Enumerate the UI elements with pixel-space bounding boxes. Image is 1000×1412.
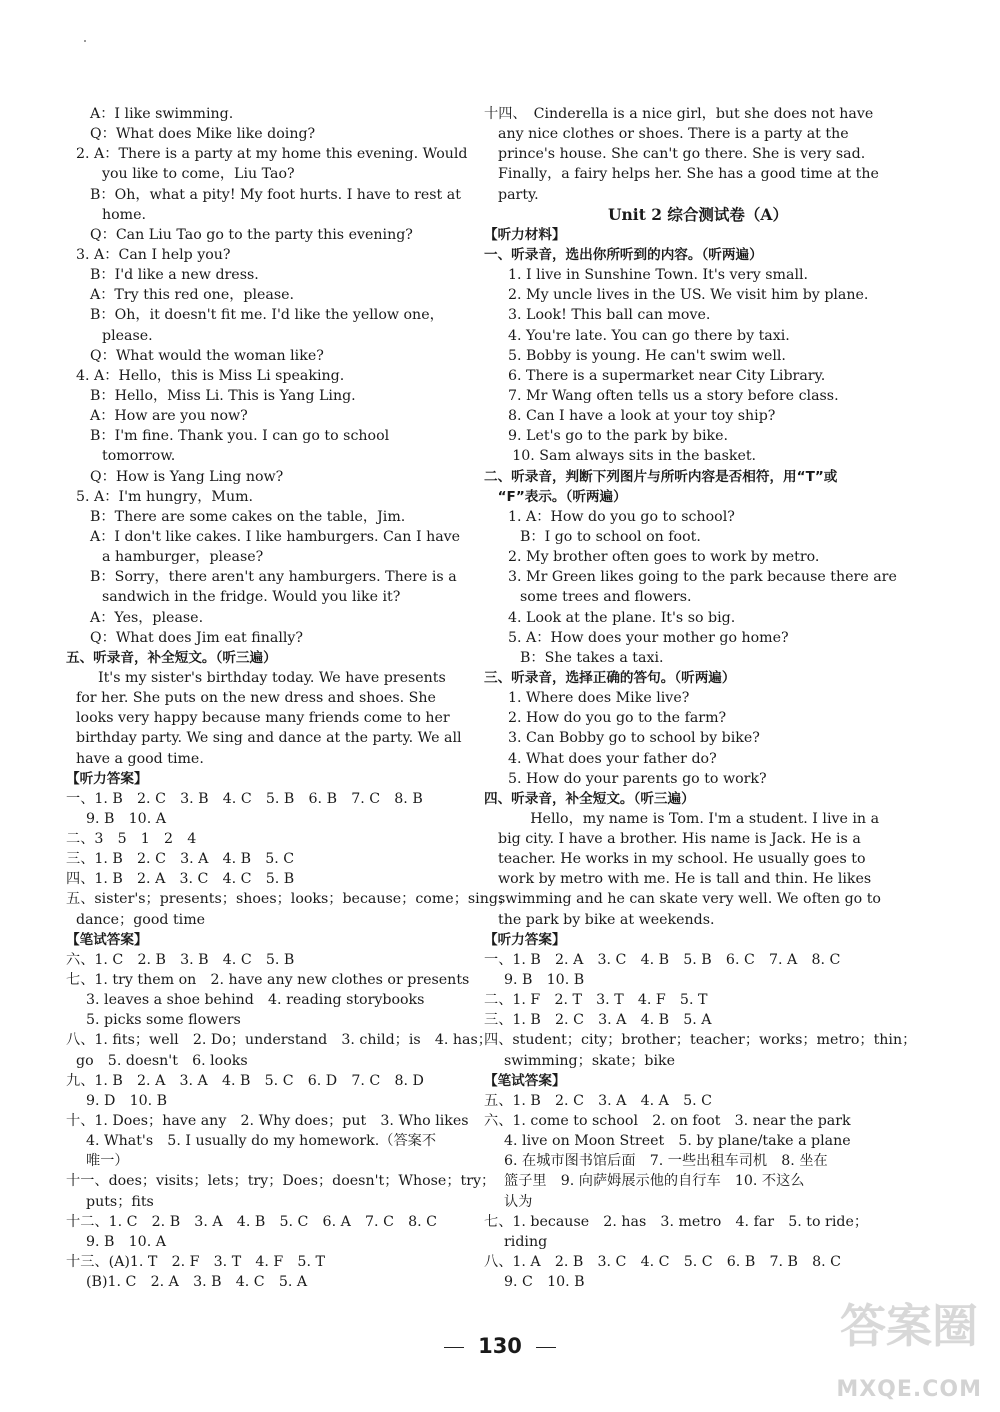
text-line: A：I like swimming. [90, 106, 234, 122]
text-line: 3. A：Can I help you? [76, 246, 231, 263]
text-line: 5. picks some flowers [86, 1012, 241, 1029]
text-line: 4. Look at the plane. It's so big. [508, 609, 736, 626]
text-line: any nice clothes or shoes. There is a party at the [498, 126, 849, 143]
text-line: 二、3 5 1 2 4 [66, 831, 197, 848]
watermark-en: MXQE.COM [836, 1377, 982, 1402]
text-line: 二、1. F 2. T 3. T 4. F 5. T [484, 992, 708, 1009]
text-line: It's my sister's birthday today. We have presents [98, 669, 446, 686]
text-line: 8. Can I have a look at your toy ship? [508, 408, 776, 425]
section-heading: 一、听录音，选出你所听到的内容。（听两遍） [484, 246, 763, 263]
watermark-cn: 答案圈 [840, 1299, 978, 1353]
section-heading: 【笔试答案】 [484, 1072, 566, 1089]
text-line: 5. A：I'm hungry，Mum. [76, 488, 254, 505]
unit-title: Unit 2 综合测试卷（A） [608, 204, 788, 224]
right-column [484, 104, 917, 1292]
text-line: B：I'd like a new dress. [90, 267, 259, 284]
text-line: 1. A：How do you go to school? [508, 508, 735, 525]
text-line: 四、student；city；brother；teacher；works；metro；thin； [484, 1032, 917, 1049]
text-line: 四、1. B 2. A 3. C 4. C 5. B [66, 871, 295, 888]
section-heading: 【听力材料】 [484, 226, 566, 243]
page-number-dash-left [444, 1347, 464, 1348]
text-line: 9. B 10. A [86, 810, 166, 827]
text-line: go 5. doesn't 6. looks [76, 1052, 248, 1069]
scan-speck [84, 40, 86, 42]
text-line: 三、1. B 2. C 3. A 4. B 5. A [484, 1012, 712, 1029]
text-line: 5. Bobby is young. He can't swim well. [508, 347, 786, 364]
text-line: Q：What does Jim eat finally? [90, 629, 304, 646]
page-number-value: 130 [478, 1334, 522, 1358]
section-heading: 五、听录音，补全短文。（听三遍） [66, 649, 277, 666]
text-line: 八、1. fits；well 2. Do；understand 3. child；is 4. has； [66, 1032, 492, 1049]
section-heading: 【听力答案】 [484, 931, 566, 948]
section-heading: 二、听录音，判断下列图片与所听内容是否相符，用“T”或 [484, 468, 838, 485]
text-line: 认为 [504, 1193, 533, 1210]
text-line: B：Hello，Miss Li. This is Yang Ling. [90, 387, 356, 404]
section-heading: 四、听录音，补全短文。（听三遍） [484, 790, 695, 807]
text-line: B：There are some cakes on the table，Jim. [90, 508, 406, 525]
text-line: 5. A：How does your mother go home? [508, 629, 789, 646]
text-line: 1. I live in Sunshine Town. It's very small. [508, 267, 809, 284]
text-line: 一、1. B 2. A 3. C 4. B 5. B 6. C 7. A 8. C [484, 951, 841, 968]
text-line: 篮子里 9. 向萨姆展示他的自行车 10. 不这么 [504, 1173, 805, 1190]
text-line: 6. 在城市图书馆后面 7. 一些出租车司机 8. 坐在 [504, 1153, 828, 1170]
text-line: 9. D 10. B [86, 1092, 168, 1109]
text-line: 唯一） [86, 1153, 129, 1170]
text-line: 9. C 10. B [504, 1274, 585, 1291]
text-line: dance；good time [76, 911, 206, 928]
text-line: 六、1. come to school 2. on foot 3. near the park [484, 1113, 851, 1130]
text-line: Finally，a fairy helps her. She has a good time at the [498, 166, 879, 183]
page-number-dash-right [536, 1347, 556, 1348]
text-line: you like to come，Liu Tao? [102, 166, 295, 183]
text-line: 三、1. B 2. C 3. A 4. B 5. C [66, 851, 295, 868]
text-line: tomorrow. [102, 448, 176, 465]
text-line: some trees and flowers. [520, 589, 692, 606]
text-line: A：Yes，please. [90, 609, 204, 626]
text-line: B：I go to school on foot. [520, 528, 701, 545]
text-line: 1. Where does Mike live? [508, 690, 690, 707]
text-line: A：I don't like cakes. I like hamburgers. Can I have [90, 528, 461, 545]
text-line: 2. My brother often goes to work by metro. [508, 549, 820, 566]
text-line: puts；fits [86, 1193, 154, 1210]
text-line: a hamburger，please? [102, 549, 264, 566]
text-line: 6. There is a supermarket near City Library. [508, 367, 826, 384]
text-line: B：She takes a taxi. [520, 649, 664, 666]
text-line: swimming and he can skate very well. We often go to [498, 891, 881, 908]
text-line: 4. A：Hello，this is Miss Li speaking. [76, 367, 345, 384]
text-line: 3. Can Bobby go to school by bike? [508, 730, 760, 747]
text-line: 七、1. try them on 2. have any new clothes or presents [66, 972, 470, 989]
text-line: B：Oh，what a pity! My foot hurts. I have to rest at [90, 186, 461, 203]
watermark-logo [812, 1282, 982, 1402]
text-line: home. [102, 206, 147, 223]
text-line: 3. Look! This ball can move. [508, 307, 711, 324]
text-line: looks very happy because many friends come to her [76, 710, 450, 727]
text-line: A：Try this red one，please. [90, 287, 295, 304]
text-line: big city. I have a brother. His name is Jack. He is a [498, 831, 861, 848]
text-line: Q：Can Liu Tao go to the party this evening? [90, 226, 413, 243]
text-line: Hello，my name is Tom. I'm a student. I live in a [516, 810, 880, 827]
text-line: 3. Mr Green likes going to the park because there are [508, 569, 897, 586]
text-line: swimming；skate；bike [504, 1052, 676, 1069]
text-line: 十三、(A)1. T 2. F 3. T 4. F 5. T [66, 1254, 325, 1271]
text-line: (B)1. C 2. A 3. B 4. C 5. A [86, 1274, 308, 1291]
text-line: birthday party. We sing and dance at the party. We all [76, 730, 462, 747]
text-line: B：Sorry，there aren't any hamburgers. There is a [90, 569, 457, 586]
text-line: 五、sister's；presents；shoes；looks；because；come；sing； [66, 891, 513, 908]
section-heading: 【听力答案】 [66, 770, 148, 787]
text-line: riding [504, 1233, 548, 1250]
section-heading: “F”表示。（听两遍） [484, 488, 627, 505]
text-line: 九、1. B 2. A 3. A 4. B 5. C 6. D 7. C 8. D [66, 1072, 424, 1089]
text-line: sandwich in the fridge. Would you like it? [102, 589, 401, 606]
text-line: 十二、1. C 2. B 3. A 4. B 5. C 6. A 7. C 8. C [66, 1213, 438, 1230]
left-column [66, 104, 513, 1292]
text-line: 4. live on Moon Street 5. by plane/take a plane [504, 1133, 851, 1150]
text-line: 4. What does your father do? [508, 750, 717, 767]
section-heading: 三、听录音，选择正确的答句。（听两遍） [484, 669, 736, 686]
text-line: work by metro with me. He is tall and thin. He likes [498, 871, 872, 888]
text-line: 2. My uncle lives in the US. We visit him by plane. [508, 287, 869, 304]
text-line: have a good time. [76, 750, 204, 767]
text-line: 4. What's 5. I usually do my homework.（答案不 [86, 1133, 437, 1150]
text-line: Q：What does Mike like doing? [90, 126, 316, 143]
text-line: the park by bike at weekends. [498, 911, 715, 928]
text-line: B：I'm fine. Thank you. I can go to school [90, 428, 390, 445]
text-line: 十一、does；visits；lets；try；Does；doesn't；Whose；try； [66, 1173, 496, 1190]
text-line: 十四、 Cinderella is a nice girl，but she does not have [484, 106, 874, 122]
text-line: 4. You're late. You can go there by taxi. [508, 327, 790, 344]
text-line: 3. leaves a shoe behind 4. reading storybooks [86, 992, 425, 1009]
text-line: 一、1. B 2. C 3. B 4. C 5. B 6. B 7. C 8. B [66, 790, 423, 807]
text-line: 9. Let's go to the park by bike. [508, 428, 729, 445]
text-line: B：Oh，it doesn't fit me. I'd like the yellow one， [90, 307, 444, 324]
section-heading: 【笔试答案】 [66, 931, 148, 948]
text-line: please. [102, 327, 153, 344]
text-line: 7. Mr Wang often tells us a story before class. [508, 387, 839, 404]
text-line: 2. A：There is a party at my home this evening. Would [76, 146, 468, 163]
text-line: prince's house. She can't go there. She is very sad. [498, 146, 866, 163]
text-line: 10. Sam always sits in the basket. [498, 448, 757, 465]
text-line: 9. B 10. B [504, 972, 585, 989]
text-line: Q：How is Yang Ling now? [90, 468, 284, 485]
text-line: for her. She puts on the new dress and shoes. She [76, 690, 436, 707]
text-line: 八、1. A 2. B 3. C 4. C 5. C 6. B 7. B 8. C [484, 1254, 842, 1271]
text-line: 五、1. B 2. C 3. A 4. A 5. C [484, 1092, 712, 1109]
text-line: 9. B 10. A [86, 1233, 166, 1250]
text-line: teacher. He works in my school. He usually goes to [498, 851, 866, 868]
text-line: 七、1. because 2. has 3. metro 4. far 5. to ride； [484, 1213, 869, 1230]
text-line: 十、1. Does；have any 2. Why does；put 3. Who likes [66, 1113, 469, 1130]
text-line: party. [498, 186, 539, 203]
text-line: A：How are you now? [90, 408, 248, 425]
text-line: Q：What would the woman like? [90, 347, 324, 364]
text-line: 5. How do your parents go to work? [508, 770, 767, 787]
text-line: 六、1. C 2. B 3. B 4. C 5. B [66, 951, 295, 968]
text-line: 2. How do you go to the farm? [508, 710, 727, 727]
